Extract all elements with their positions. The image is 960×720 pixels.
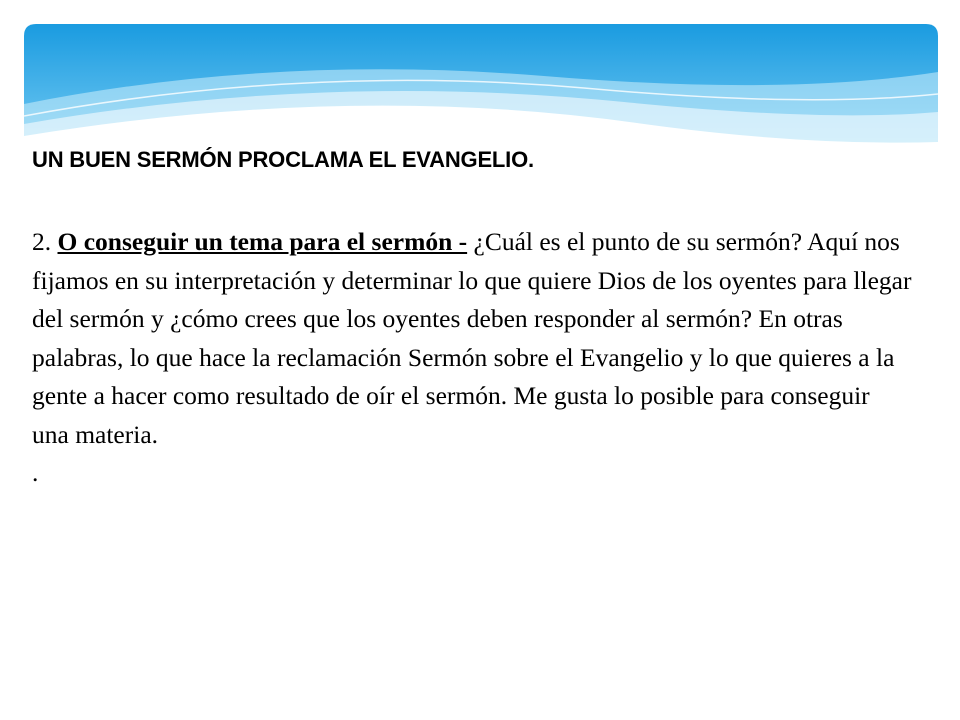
wave-decoration [24,24,938,164]
point-number: 2. [32,227,52,256]
header-banner [24,24,938,164]
point-paragraph [32,223,912,454]
point-text: ¿Cuál es el punto de su sermón? Aquí nos fijamos en su interpretación y determinar lo que quiere Dios de los oyentes para llegar del sermón y ¿cómo crees que los oyentes deben responder al sermón? En otras palabras, lo que hace la reclamación Sermón sobre el Evangelio y lo que quieres a la gente a hacer como resultado de oír el sermón. Me gusta lo posible para conseguir una materia. [32,227,912,449]
slide-title: UN BUEN SERMÓN PROCLAMA EL EVANGELIO. [32,147,534,172]
trailing-mark: . [32,458,39,487]
slide-body [32,223,912,493]
point-heading: O conseguir un tema para el sermón - [57,227,468,256]
